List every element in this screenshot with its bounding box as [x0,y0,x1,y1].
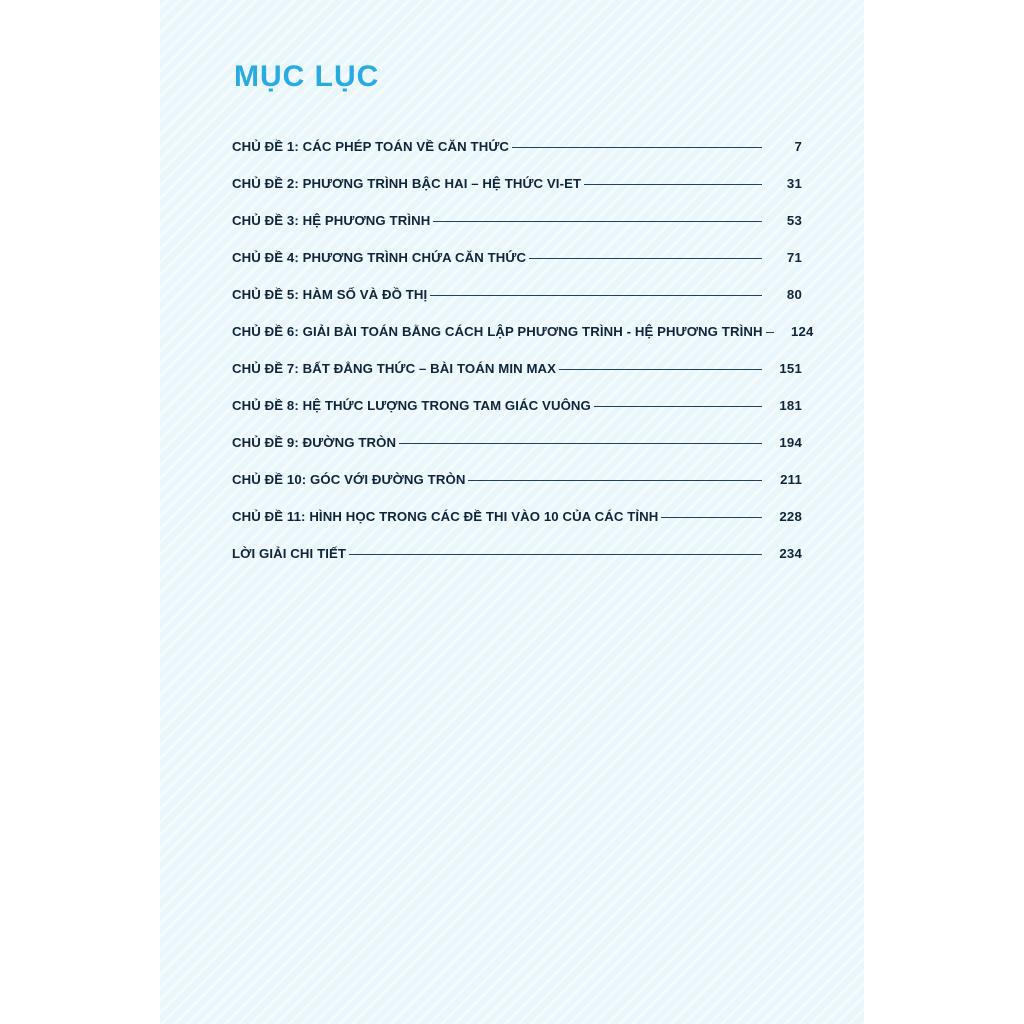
toc-entry[interactable] [232,398,802,413]
toc-entry-label: CHỦ ĐỀ 2: PHƯƠNG TRÌNH BẬC HAI – HỆ THỨC VI-ET [232,176,582,191]
toc-leader-line [529,258,762,259]
toc-entry-page-number: 53 [786,213,802,228]
toc-entry-label: CHỦ ĐỀ 6: GIẢI BÀI TOÁN BẰNG CÁCH LẬP PHƯƠNG TRÌNH - HỆ PHƯƠNG TRÌNH [232,324,763,339]
toc-leader-line [661,517,762,518]
toc-entry-label: CHỦ ĐỀ 11: HÌNH HỌC TRONG CÁC ĐỀ THI VÀO 10 CỦA CÁC TỈNH [232,509,659,524]
toc-leader-line [594,406,762,407]
toc-entry-page-number: 124 [790,324,814,339]
toc-entry-label: CHỦ ĐỀ 10: GÓC VỚI ĐƯỜNG TRÒN [232,472,466,487]
toc-leader-line [559,369,762,370]
toc-entry-page-number: 234 [779,546,802,561]
toc-entry[interactable] [232,287,802,302]
toc-entry[interactable] [232,250,802,265]
toc-entry-page-number: 211 [780,472,802,487]
toc-entry-label: CHỦ ĐỀ 5: HÀM SỐ VÀ ĐỒ THỊ [232,287,428,302]
toc-entry[interactable] [232,324,814,339]
toc-entry-page-number: 194 [779,435,802,450]
toc-list [232,139,814,561]
toc-entry-label: CHỦ ĐỀ 8: HỆ THỨC LƯỢNG TRONG TAM GIÁC VUÔNG [232,398,591,413]
toc-entry-label: CHỦ ĐỀ 1: CÁC PHÉP TOÁN VỀ CĂN THỨC [232,139,509,154]
toc-entry-page-number: 151 [779,361,802,376]
toc-entry[interactable] [232,361,802,376]
toc-entry-label: CHỦ ĐỀ 4: PHƯƠNG TRÌNH CHỨA CĂN THỨC [232,250,527,265]
toc-leader-line [433,221,762,222]
toc-entry[interactable] [232,546,802,561]
toc-entry-label: CHỦ ĐỀ 7: BẤT ĐẲNG THỨC – BÀI TOÁN MIN MAX [232,361,557,376]
toc-entry-page-number: 228 [779,509,802,524]
toc-entry-page-number: 31 [786,176,802,191]
toc-leader-line [349,554,762,555]
toc-entry-page-number: 80 [786,287,802,302]
toc-entry[interactable] [232,139,802,154]
toc-leader-line [512,147,762,148]
toc-entry-page-number: 7 [794,139,802,154]
toc-entry-label: CHỦ ĐỀ 9: ĐƯỜNG TRÒN [232,435,397,450]
toc-leader-line [584,184,762,185]
toc-entry[interactable] [232,176,802,191]
toc-entry[interactable] [232,509,802,524]
page-title: MỤC LỤC [234,60,380,93]
page-sheet [160,0,864,1024]
toc-entry-label: CHỦ ĐỀ 3: HỆ PHƯƠNG TRÌNH [232,213,431,228]
toc-leader-line [468,480,762,481]
toc-entry-page-number: 181 [779,398,802,413]
toc-leader-line [399,443,762,444]
table-of-contents [232,60,814,583]
toc-entry-page-number: 71 [786,250,802,265]
toc-leader-line [430,295,762,296]
toc-entry[interactable] [232,213,802,228]
toc-entry-label: LỜI GIẢI CHI TIẾT [232,546,347,561]
toc-entry[interactable] [232,472,802,487]
toc-leader-line [766,332,774,333]
toc-entry[interactable] [232,435,802,450]
